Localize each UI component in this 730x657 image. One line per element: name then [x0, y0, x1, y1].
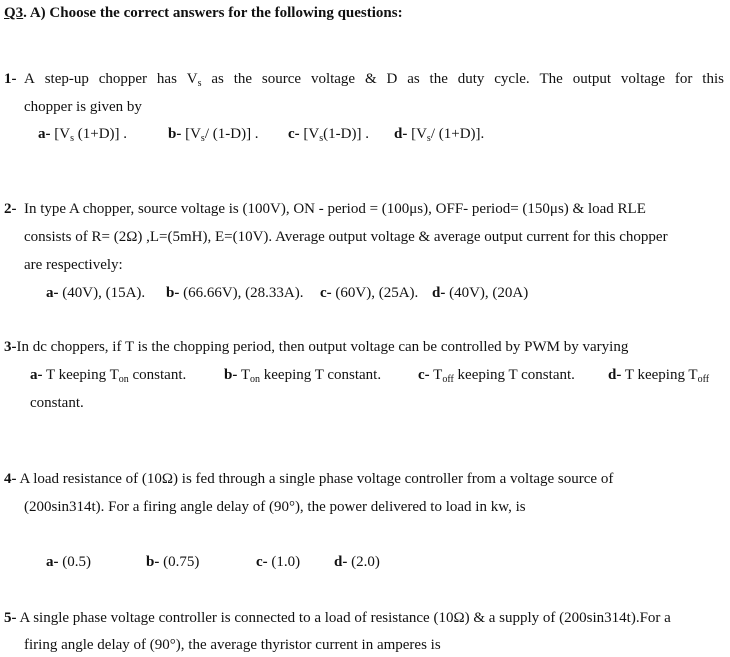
q1-option-c: c- $[V_s(1-D)]$ .: [288, 126, 369, 144]
q5-line-1: 5- A single phase voltage controller is connected to a load of resistance (10Ω) & a supply of (200sin314t).For a: [4, 610, 671, 626]
q1-option-b: b- [$V_s/$ (1-D)] .: [168, 126, 259, 144]
q2-option-b: b- (66.66V), (28.33A).: [166, 285, 304, 301]
q4-option-b: b- (0.75): [146, 554, 200, 570]
heading: [4, 4, 403, 22]
q2-option-d: d- (40V), (20A): [432, 285, 529, 301]
q5-line-2: firing angle delay of (90°), the average thyristor current in amperes is: [24, 637, 441, 653]
q1-line-1: A step-up chopper has $V_s$ as the source voltage & D as the duty cycle. The output voltage for this: [24, 71, 724, 89]
q4-option-c: c- (1.0): [256, 554, 301, 570]
q4-line-2: (200sin314t). For a firing angle delay of (90°), the power delivered to load in kw, is: [24, 499, 526, 515]
q2-number: 2-: [4, 201, 17, 217]
q3-option-a: a- T keeping $T_{on}$ constant.: [30, 367, 187, 385]
question-label: Q3: [4, 5, 24, 21]
q3-line-3: constant.: [30, 395, 84, 411]
q3-option-d: d- T keeping $T_{off}$: [608, 367, 710, 385]
q2-line-1: In type A chopper, source voltage is (100V), ON - period = (100μs), OFF- period= (150μs) & load RLE: [24, 201, 646, 217]
q2-option-a: a- (40V), (15A).: [46, 285, 146, 301]
q2-line-3: are respectively:: [24, 257, 123, 273]
q3-line-1: 3-In dc choppers, if T is the chopping period, then output voltage can be controlled by PWM by varying: [4, 339, 629, 355]
q2-line-2: consists of R= (2Ω) ,L=(5mH), E=(10V). Average output voltage & average output current for this chopper: [24, 229, 668, 245]
q4-option-a: a- (0.5): [46, 554, 91, 570]
q4-option-d: d- (2.0): [334, 554, 380, 570]
q3-option-b: b- $T_{on}$ keeping T constant.: [224, 367, 382, 385]
q3-option-c: c- $T_{off}$ keeping T constant.: [418, 367, 575, 385]
q4-line-1: 4- A load resistance of (10Ω) is fed through a single phase voltage controller from a voltage source of: [4, 471, 614, 487]
q2-option-c: c- (60V), (25A).: [320, 285, 419, 301]
q1-line-2: chopper is given by: [24, 99, 142, 115]
q1-option-d: d- [$V_s/$ (1+D)].: [394, 126, 485, 144]
q1-option-a: a- [$V_s$ (1+D)] .: [38, 126, 128, 144]
heading-text: . A) Choose the correct answers for the following questions:: [23, 5, 403, 21]
q1-number: 1-: [4, 71, 17, 87]
